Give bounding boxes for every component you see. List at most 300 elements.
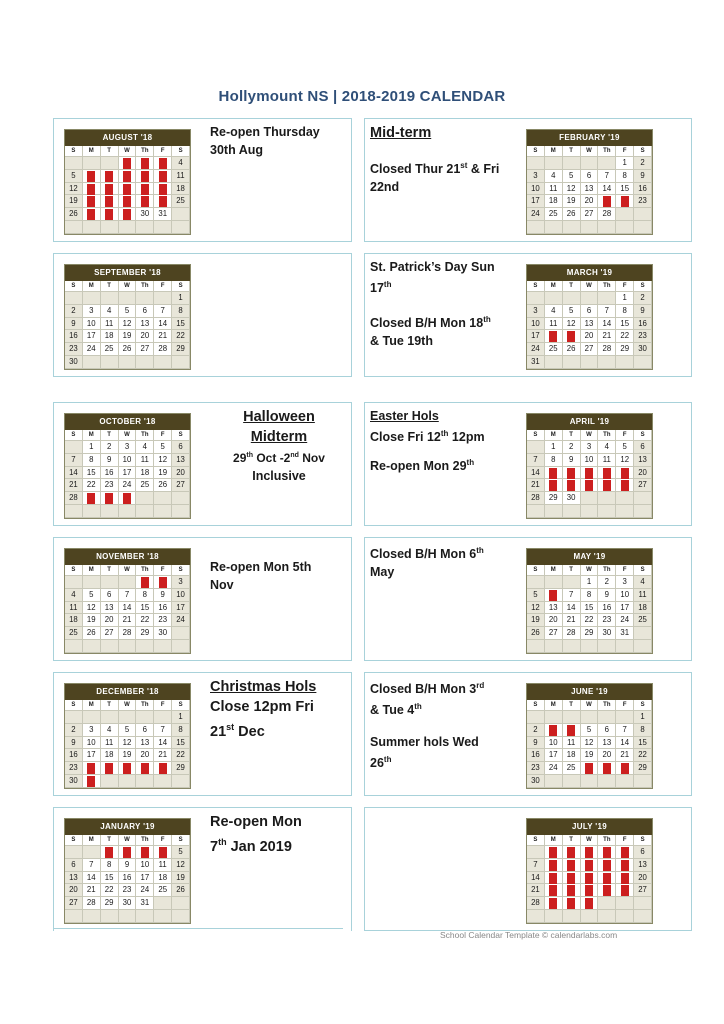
weekday-label: W <box>581 565 599 576</box>
note-sup: th <box>483 315 491 325</box>
closed-mark <box>123 184 131 195</box>
closed-mark <box>87 184 95 195</box>
calendar-day: 10 <box>616 589 634 602</box>
calendar-april <box>526 413 653 519</box>
calendar-day: 4 <box>101 724 119 737</box>
calendar-day: 9 <box>634 305 652 318</box>
calendar-empty-cell <box>172 910 190 923</box>
calendar-empty-cell <box>616 910 634 923</box>
calendar-day: 14 <box>154 318 172 331</box>
calendar-day: 7 <box>65 454 83 467</box>
calendar-day: 29 <box>581 627 599 640</box>
calendar-empty-cell <box>616 640 634 653</box>
calendar-empty-cell <box>527 441 545 454</box>
calendar-empty-cell <box>83 640 101 653</box>
closed-mark <box>87 776 95 787</box>
closed-day-marker <box>136 183 154 196</box>
closed-day-marker <box>598 859 616 872</box>
calendar-empty-cell <box>545 505 563 518</box>
calendar-day: 4 <box>101 305 119 318</box>
closed-day-marker <box>545 724 563 737</box>
calendar-empty-cell <box>83 846 101 859</box>
weekday-label: W <box>581 146 599 157</box>
panel-february <box>364 118 692 242</box>
calendar-day: 20 <box>136 330 154 343</box>
calendar-empty-cell <box>545 221 563 234</box>
calendar-empty-cell <box>527 711 545 724</box>
calendar-day: 12 <box>119 318 137 331</box>
calendar-empty-cell <box>563 356 581 369</box>
closed-day-marker <box>154 195 172 208</box>
calendar-empty-cell <box>154 221 172 234</box>
calendar-empty-cell <box>616 356 634 369</box>
weekday-label: T <box>563 565 581 576</box>
calendar-empty-cell <box>545 356 563 369</box>
calendar-day: 31 <box>154 208 172 221</box>
calendar-day: 24 <box>172 614 190 627</box>
calendar-empty-cell <box>581 910 599 923</box>
weekday-label: S <box>172 700 190 711</box>
calendar-day: 30 <box>65 775 83 788</box>
calendar-day: 1 <box>616 157 634 170</box>
closed-mark <box>549 590 557 601</box>
closed-mark <box>585 898 593 909</box>
closed-day-marker <box>581 884 599 897</box>
calendar-day: 23 <box>154 614 172 627</box>
calendar-empty-cell <box>581 640 599 653</box>
closed-day-marker <box>101 195 119 208</box>
calendar-day: 15 <box>83 467 101 480</box>
calendar-day: 17 <box>527 330 545 343</box>
calendar-january <box>64 818 191 924</box>
calendar-empty-cell <box>83 292 101 305</box>
calendar-empty-cell <box>65 441 83 454</box>
calendar-day: 15 <box>172 318 190 331</box>
calendar-day: 18 <box>65 614 83 627</box>
calendar-empty-cell <box>154 711 172 724</box>
calendar-empty-cell <box>598 775 616 788</box>
calendar-day: 18 <box>545 195 563 208</box>
weekday-label: T <box>101 700 119 711</box>
calendar-day: 19 <box>527 614 545 627</box>
note-text: Summer hols Wed <box>370 735 479 750</box>
weekday-label: W <box>119 565 137 576</box>
closed-day-marker <box>119 208 137 221</box>
closed-day-marker <box>563 846 581 859</box>
weekday-label: M <box>83 565 101 576</box>
calendar-empty-cell <box>527 505 545 518</box>
calendar-day: 4 <box>136 441 154 454</box>
calendar-day: 22 <box>172 749 190 762</box>
calendar-grid <box>527 146 652 234</box>
closed-day-marker <box>101 762 119 775</box>
calendar-day: 30 <box>527 775 545 788</box>
calendar-day: 13 <box>136 318 154 331</box>
closed-day-marker <box>563 330 581 343</box>
closed-mark <box>585 847 593 858</box>
calendar-empty-cell <box>598 505 616 518</box>
calendar-empty-cell <box>83 711 101 724</box>
closed-mark <box>141 158 149 169</box>
calendar-day: 19 <box>581 749 599 762</box>
calendar-day: 26 <box>154 479 172 492</box>
note-heading: Mid-term <box>370 125 432 141</box>
calendar-day: 14 <box>616 737 634 750</box>
calendar-day: 8 <box>545 454 563 467</box>
closed-day-marker <box>136 195 154 208</box>
closed-mark <box>567 847 575 858</box>
calendar-empty-cell <box>581 492 599 505</box>
calendar-empty-cell <box>581 157 599 170</box>
calendar-day: 30 <box>563 492 581 505</box>
calendar-day: 11 <box>545 183 563 196</box>
calendar-day: 10 <box>527 183 545 196</box>
calendar-empty-cell <box>136 711 154 724</box>
calendar-day: 21 <box>154 749 172 762</box>
calendar-day: 7 <box>598 305 616 318</box>
weekday-label: S <box>65 700 83 711</box>
calendar-day: 14 <box>598 183 616 196</box>
calendar-day: 23 <box>598 614 616 627</box>
calendar-day: 12 <box>154 454 172 467</box>
closed-mark <box>549 885 557 896</box>
calendar-empty-cell <box>172 775 190 788</box>
closed-mark <box>603 763 611 774</box>
weekday-label: F <box>154 281 172 292</box>
calendar-day: 5 <box>154 441 172 454</box>
weekday-label: F <box>154 146 172 157</box>
calendar-day: 7 <box>598 170 616 183</box>
calendar-empty-cell <box>545 775 563 788</box>
closed-mark <box>549 480 557 491</box>
weekday-label: S <box>172 835 190 846</box>
calendar-month-header: MARCH '19 <box>527 265 652 281</box>
calendar-empty-cell <box>598 157 616 170</box>
note-text: Closed Thur 21 <box>370 162 461 177</box>
calendar-day: 5 <box>172 846 190 859</box>
closed-mark <box>159 158 167 169</box>
weekday-label: F <box>616 146 634 157</box>
closed-mark <box>141 577 149 588</box>
calendar-empty-cell <box>634 221 652 234</box>
weekday-label: M <box>545 146 563 157</box>
calendar-day: 13 <box>634 859 652 872</box>
calendar-empty-cell <box>136 910 154 923</box>
weekday-label: M <box>545 700 563 711</box>
calendar-day: 27 <box>634 884 652 897</box>
note-january <box>210 812 348 857</box>
weekday-label: Th <box>136 565 154 576</box>
calendar-empty-cell <box>65 711 83 724</box>
weekday-label: T <box>101 281 119 292</box>
calendar-day: 8 <box>172 724 190 737</box>
closed-mark <box>549 468 557 479</box>
closed-day-marker <box>598 195 616 208</box>
weekday-label: S <box>634 146 652 157</box>
calendar-empty-cell <box>136 292 154 305</box>
calendar-day: 16 <box>634 183 652 196</box>
calendar-day: 4 <box>172 157 190 170</box>
closed-mark <box>87 763 95 774</box>
weekday-label: T <box>563 146 581 157</box>
note-text: & Tue 19th <box>370 334 433 349</box>
note-text: Dec <box>234 723 265 740</box>
closed-day-marker <box>581 846 599 859</box>
calendar-month-header: DECEMBER '18 <box>65 684 190 700</box>
calendar-day: 20 <box>581 330 599 343</box>
closed-day-marker <box>616 467 634 480</box>
calendar-month-header: JANUARY '19 <box>65 819 190 835</box>
note-may <box>370 542 522 581</box>
calendar-empty-cell <box>65 505 83 518</box>
calendar-day: 25 <box>545 208 563 221</box>
closed-mark <box>621 468 629 479</box>
calendar-day: 5 <box>563 170 581 183</box>
closed-mark <box>621 860 629 871</box>
weekday-label: S <box>65 146 83 157</box>
calendar-empty-cell <box>634 640 652 653</box>
closed-day-marker <box>545 467 563 480</box>
calendar-empty-cell <box>154 292 172 305</box>
calendar-day: 25 <box>563 762 581 775</box>
note-text: Re-open Thursday <box>210 125 320 139</box>
calendar-day: 19 <box>172 872 190 885</box>
calendar-day: 21 <box>616 749 634 762</box>
calendar-empty-cell <box>563 576 581 589</box>
panel-may <box>364 537 692 661</box>
calendar-empty-cell <box>101 356 119 369</box>
weekday-label: M <box>83 146 101 157</box>
closed-mark <box>567 898 575 909</box>
calendar-empty-cell <box>563 910 581 923</box>
calendar-day: 29 <box>101 897 119 910</box>
calendar-empty-cell <box>101 576 119 589</box>
calendar-day: 20 <box>172 467 190 480</box>
calendar-day: 21 <box>527 884 545 897</box>
calendar-day: 4 <box>545 305 563 318</box>
calendar-day: 8 <box>136 589 154 602</box>
panel-november <box>53 537 352 661</box>
calendar-empty-cell <box>119 292 137 305</box>
calendar-day: 26 <box>83 627 101 640</box>
calendar-day: 16 <box>119 872 137 885</box>
calendar-day: 6 <box>136 305 154 318</box>
closed-day-marker <box>616 859 634 872</box>
calendar-day: 23 <box>65 762 83 775</box>
note-text: Closed B/H Mon 18 <box>370 316 484 331</box>
calendar-day: 23 <box>101 479 119 492</box>
calendar-day: 25 <box>65 627 83 640</box>
calendar-november <box>64 548 191 654</box>
calendar-day: 12 <box>581 737 599 750</box>
closed-day-marker <box>83 170 101 183</box>
calendar-day: 19 <box>65 195 83 208</box>
calendar-day: 22 <box>136 614 154 627</box>
calendar-day: 2 <box>563 441 581 454</box>
calendar-empty-cell <box>634 356 652 369</box>
calendar-day: 17 <box>616 602 634 615</box>
calendar-empty-cell <box>545 292 563 305</box>
closed-mark <box>549 331 557 342</box>
weekday-label: F <box>616 281 634 292</box>
calendar-empty-cell <box>172 897 190 910</box>
note-text: Inclusive <box>252 469 306 483</box>
weekday-label: M <box>83 835 101 846</box>
weekday-label: F <box>154 565 172 576</box>
weekday-label: S <box>65 835 83 846</box>
calendar-day: 21 <box>563 614 581 627</box>
note-text: May <box>370 565 395 580</box>
calendar-day: 27 <box>136 343 154 356</box>
calendar-day: 6 <box>172 441 190 454</box>
closed-mark <box>585 885 593 896</box>
closed-mark <box>105 763 113 774</box>
calendar-day: 22 <box>634 749 652 762</box>
calendar-day: 24 <box>527 208 545 221</box>
calendar-day: 15 <box>101 872 119 885</box>
calendar-day: 7 <box>563 589 581 602</box>
calendar-empty-cell <box>634 505 652 518</box>
weekday-label: S <box>172 281 190 292</box>
closed-mark <box>567 885 575 896</box>
weekday-label: S <box>172 430 190 441</box>
panel-october <box>53 402 352 526</box>
calendar-day: 14 <box>598 318 616 331</box>
calendar-empty-cell <box>65 640 83 653</box>
weekday-label: W <box>581 430 599 441</box>
calendar-empty-cell <box>563 221 581 234</box>
calendar-empty-cell <box>545 711 563 724</box>
calendar-empty-cell <box>598 711 616 724</box>
closed-mark <box>585 468 593 479</box>
weekday-label: F <box>154 835 172 846</box>
calendar-empty-cell <box>598 492 616 505</box>
weekday-label: F <box>616 430 634 441</box>
closed-mark <box>123 493 131 504</box>
calendar-grid <box>65 281 190 369</box>
closed-mark <box>621 885 629 896</box>
calendar-day: 17 <box>83 330 101 343</box>
closed-day-marker <box>598 872 616 885</box>
note-sup: th <box>246 452 254 459</box>
note-february <box>370 123 522 196</box>
calendar-day: 19 <box>119 749 137 762</box>
closed-day-marker <box>616 762 634 775</box>
calendar-day: 17 <box>545 749 563 762</box>
calendar-month-header: AUGUST '18 <box>65 130 190 146</box>
closed-mark <box>567 468 575 479</box>
calendar-day: 16 <box>65 330 83 343</box>
calendar-day: 27 <box>581 208 599 221</box>
calendar-day: 28 <box>527 492 545 505</box>
calendar-day: 21 <box>119 614 137 627</box>
calendar-day: 9 <box>65 318 83 331</box>
calendar-empty-cell <box>172 640 190 653</box>
calendar-empty-cell <box>101 505 119 518</box>
weekday-label: M <box>545 565 563 576</box>
closed-day-marker <box>119 846 137 859</box>
calendar-day: 9 <box>634 170 652 183</box>
closed-day-marker <box>154 576 172 589</box>
weekday-label: M <box>545 281 563 292</box>
calendar-empty-cell <box>527 292 545 305</box>
weekday-label: M <box>83 281 101 292</box>
closed-day-marker <box>136 157 154 170</box>
closed-day-marker <box>563 884 581 897</box>
closed-day-marker <box>598 762 616 775</box>
closed-mark <box>123 196 131 207</box>
weekday-label: W <box>119 281 137 292</box>
calendar-empty-cell <box>563 711 581 724</box>
calendar-day: 12 <box>172 859 190 872</box>
calendar-empty-cell <box>527 576 545 589</box>
calendar-day: 29 <box>634 762 652 775</box>
calendar-day: 29 <box>136 627 154 640</box>
calendar-day: 17 <box>172 602 190 615</box>
calendar-day: 16 <box>154 602 172 615</box>
closed-day-marker <box>598 884 616 897</box>
weekday-label: Th <box>598 565 616 576</box>
calendar-day: 8 <box>616 305 634 318</box>
closed-mark <box>159 847 167 858</box>
closed-mark <box>87 493 95 504</box>
note-sup: th <box>440 429 449 438</box>
closed-mark <box>141 847 149 858</box>
calendar-day: 25 <box>136 479 154 492</box>
closed-mark <box>159 171 167 182</box>
closed-mark <box>549 725 557 736</box>
calendar-empty-cell <box>527 157 545 170</box>
calendar-day: 21 <box>65 479 83 492</box>
calendar-empty-cell <box>101 157 119 170</box>
closed-day-marker <box>545 897 563 910</box>
calendar-grid <box>527 565 652 653</box>
weekday-label: S <box>527 146 545 157</box>
weekday-label: F <box>616 700 634 711</box>
note-sup: st <box>226 722 235 732</box>
calendar-day: 9 <box>154 589 172 602</box>
closed-day-marker <box>136 170 154 183</box>
calendar-day: 30 <box>598 627 616 640</box>
calendar-august <box>64 129 191 235</box>
calendar-day: 3 <box>83 305 101 318</box>
closed-day-marker <box>83 775 101 788</box>
closed-mark <box>123 158 131 169</box>
calendar-empty-cell <box>581 221 599 234</box>
calendar-day: 9 <box>527 737 545 750</box>
closed-day-marker <box>581 762 599 775</box>
weekday-label: W <box>119 146 137 157</box>
panel-august <box>53 118 352 242</box>
weekday-label: Th <box>598 146 616 157</box>
weekday-label: T <box>563 835 581 846</box>
calendar-day: 31 <box>616 627 634 640</box>
note-text: Re-open Mon 5th <box>210 560 312 574</box>
closed-day-marker <box>545 589 563 602</box>
closed-mark <box>87 196 95 207</box>
closed-day-marker <box>83 492 101 505</box>
closed-mark <box>123 171 131 182</box>
calendar-empty-cell <box>65 292 83 305</box>
weekday-label: Th <box>136 430 154 441</box>
note-text: Oct -2 <box>253 451 291 465</box>
note-heading: Midterm <box>250 429 308 445</box>
calendar-day: 1 <box>581 576 599 589</box>
calendar-day: 30 <box>154 627 172 640</box>
weekday-label: F <box>616 565 634 576</box>
closed-mark <box>123 763 131 774</box>
calendar-day: 7 <box>616 724 634 737</box>
